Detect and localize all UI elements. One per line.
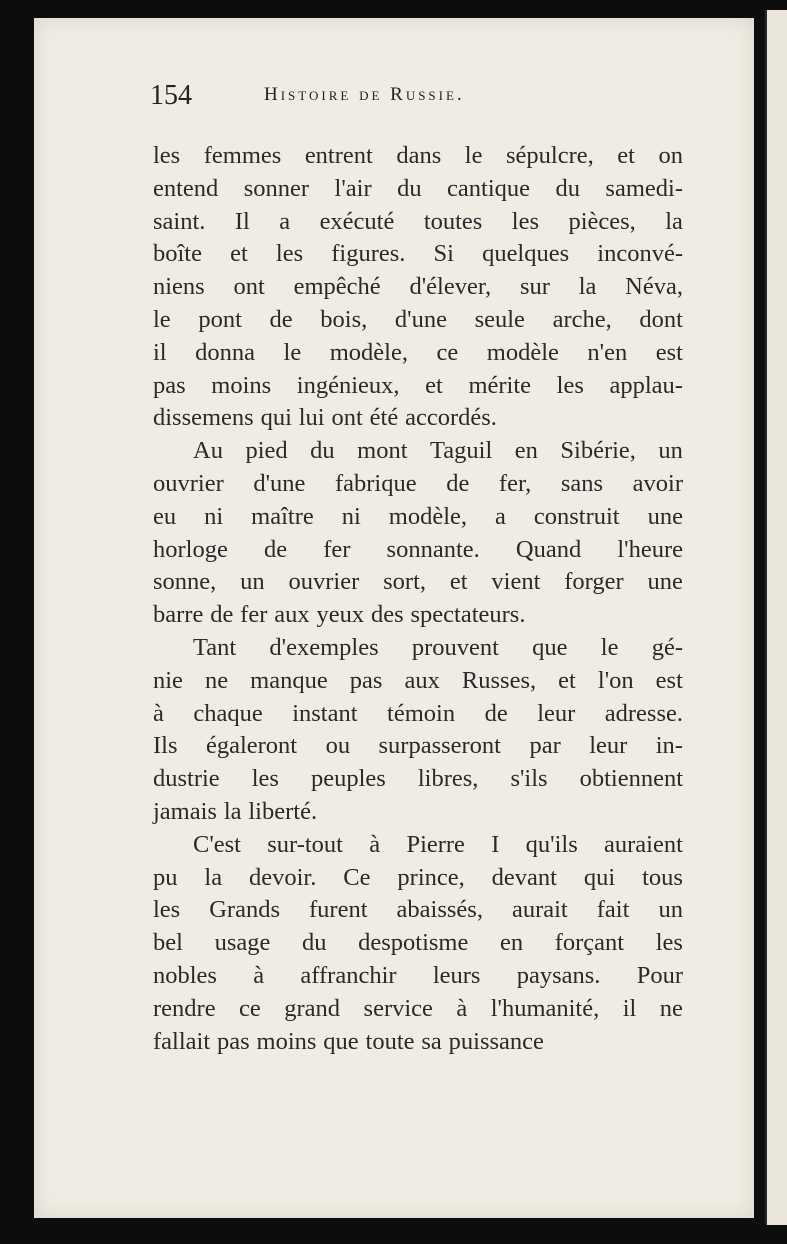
text-line: horloge de fer sonnante. Quand l'heure — [153, 535, 683, 563]
text-line: eu ni maître ni modèle, a construit une — [153, 502, 683, 530]
body-text — [153, 140, 683, 1058]
text-line: saint. Il a exécuté toutes les pièces, la — [153, 207, 683, 235]
paragraph — [153, 435, 683, 632]
text-line: Ils égaleront ou surpasseront par leur in- — [153, 732, 683, 760]
text-line: dissemens qui lui ont été accordés. — [153, 404, 497, 432]
text-line: à chaque instant témoin de leur adresse. — [153, 699, 683, 727]
page-number: 154 — [150, 80, 192, 111]
page-header — [150, 72, 690, 112]
text-line: bel usage du despotisme en forçant les — [153, 929, 683, 957]
text-line: sonne, un ouvrier sort, et vient forger une — [153, 568, 683, 596]
text-line: nie ne manque pas aux Russes, et l'on est — [153, 666, 683, 694]
text-line: jamais la liberté. — [153, 797, 318, 825]
text-line: pu la devoir. Ce prince, devant qui tous — [153, 863, 683, 891]
text-line: fallait pas moins que toute sa puissance — [153, 1027, 544, 1055]
text-line: pas moins ingénieux, et mérite les applau- — [153, 371, 683, 399]
text-line: rendre ce grand service à l'humanité, il ne — [153, 994, 683, 1022]
text-line: les femmes entrent dans le sépulcre, et on — [153, 142, 683, 169]
facing-page-edge — [765, 10, 787, 1225]
text-line: les Grands furent abaissés, aurait fait un — [153, 896, 683, 924]
text-line: boîte et les figures. Si quelques inconvé- — [153, 240, 683, 268]
text-line: Tant d'exemples prouvent que le gé- — [193, 633, 683, 661]
paragraph — [153, 632, 683, 829]
text-line: dustrie les peuples libres, s'ils obtiennent — [153, 765, 683, 793]
running-title: Histoire de Russie. — [264, 84, 465, 105]
text-line: entend sonner l'air du cantique du samedi- — [153, 174, 683, 202]
text-line: niens ont empêché d'élever, sur la Néva, — [153, 273, 683, 301]
text-line: barre de fer aux yeux des spectateurs. — [153, 601, 526, 629]
paragraph — [153, 829, 683, 1059]
text-line: il donna le modèle, ce modèle n'en est — [153, 338, 683, 366]
paragraph — [153, 140, 683, 435]
text-line: le pont de bois, d'une seule arche, dont — [153, 305, 683, 333]
text-line: C'est sur-tout à Pierre I qu'ils auraient — [193, 830, 683, 858]
text-line: ouvrier d'une fabrique de fer, sans avoir — [153, 469, 683, 497]
text-line: Au pied du mont Taguil en Sibérie, un — [193, 437, 683, 465]
text-line: nobles à affranchir leurs paysans. Pour — [153, 961, 683, 989]
